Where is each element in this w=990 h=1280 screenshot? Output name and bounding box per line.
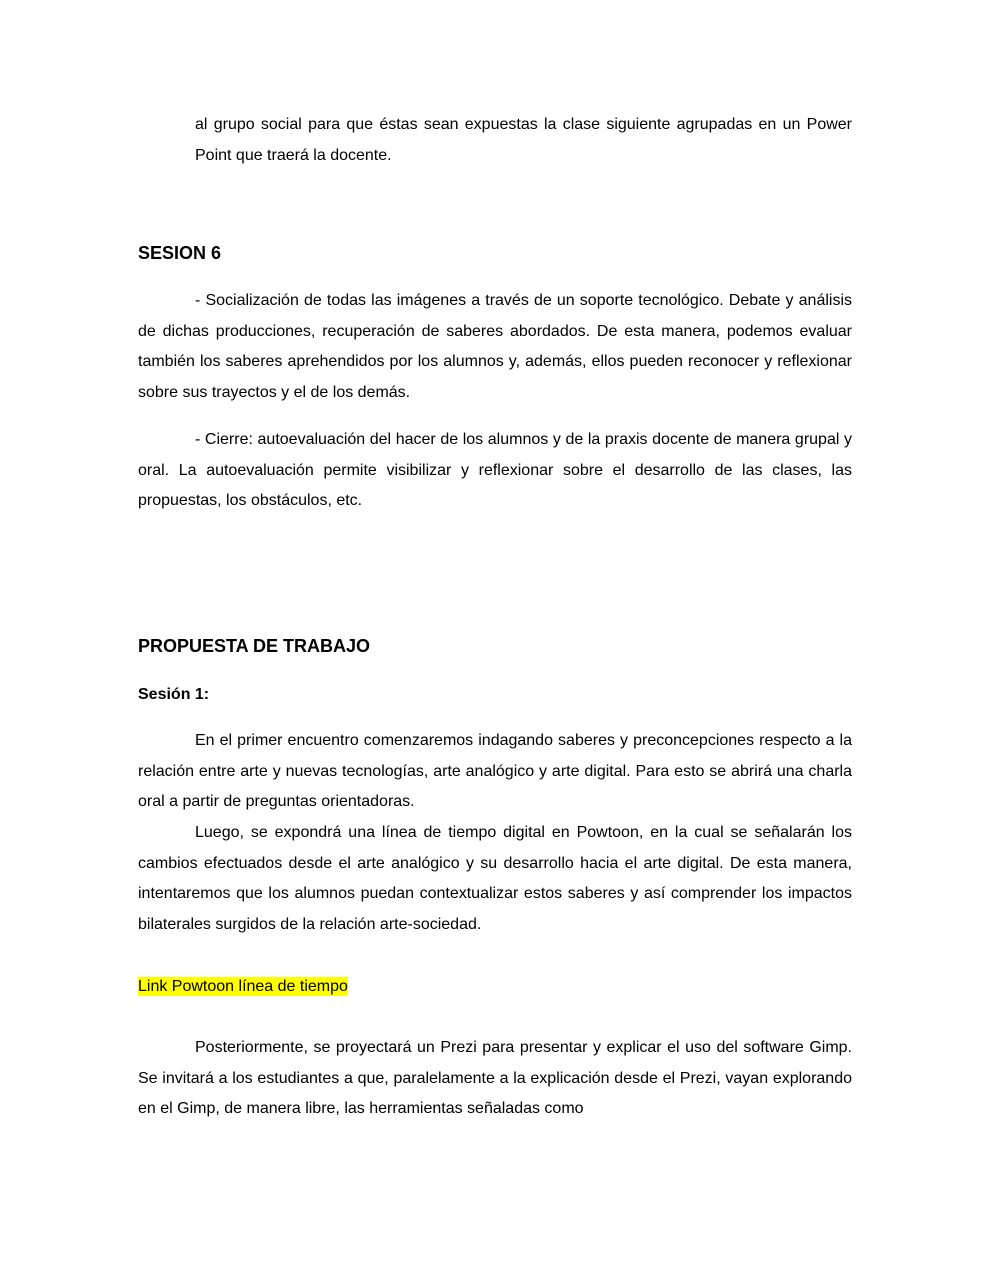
propuesta-paragraph-2-block <box>138 818 852 940</box>
powtoon-link[interactable]: Link Powtoon línea de tiempo <box>138 978 348 995</box>
sesion6-paragraph-2: - Cierre: autoevaluación del hacer de los alumnos y de la praxis docente de manera grupal y oral. La autoevaluación permite visibilizar y reflexionar sobre el desarrollo de las clases, las propuestas, los obstáculos, etc. <box>138 431 852 510</box>
propuesta-heading: PROPUESTA DE TRABAJO <box>138 636 371 656</box>
final-paragraph-block <box>138 1033 852 1125</box>
powtoon-link-block <box>138 975 852 999</box>
continuation-paragraph: al grupo social para que éstas sean expuestas la clase siguiente agrupadas en un Power Point que traerá la docente. <box>195 116 852 164</box>
continuation-block <box>138 110 852 171</box>
propuesta-heading-block <box>138 634 852 658</box>
sesion6-heading-block <box>138 241 852 265</box>
final-paragraph: Posteriormente, se proyectará un Prezi para presentar y explicar el uso del software Gimp. Se invitará a los estudiantes a que, paralelamente a la explicación desde el Prezi, vayan explorando en el Gimp, de manera libre, las herramientas señaladas como <box>138 1039 852 1118</box>
sesion6-paragraph-1-block <box>138 286 852 408</box>
session1-heading-block <box>138 683 852 707</box>
propuesta-paragraph-2: Luego, se expondrá una línea de tiempo digital en Powtoon, en la cual se señalarán los cambios efectuados desde el arte analógico y su desarrollo hacia el arte digital. De esta manera, intentaremos que los alumnos puedan contextualizar estos saberes y así comprender los impactos bilaterales surgidos de la relación arte-sociedad. <box>138 824 852 933</box>
propuesta-paragraph-1-block <box>138 726 852 818</box>
session1-heading: Sesión 1: <box>138 686 210 703</box>
sesion6-paragraph-2-block <box>138 425 852 517</box>
sesion6-paragraph-1: - Socialización de todas las imágenes a través de un soporte tecnológico. Debate y análisis de dichas producciones, recuperación de saberes abordados. De esta manera, podemos evaluar también los saberes aprehendidos por los alumnos y, además, ellos pueden reconocer y reflexionar sobre sus trayectos y el de los demás. <box>138 292 852 401</box>
sesion6-heading: SESION 6 <box>138 243 222 263</box>
powtoon-link-line <box>138 975 852 999</box>
document-page <box>138 0 852 1280</box>
propuesta-paragraph-1: En el primer encuentro comenzaremos indagando saberes y preconcepciones respecto a la relación entre arte y nuevas tecnologías, arte analógico y arte digital. Para esto se abrirá una charla oral a partir de preguntas orientadoras. <box>138 732 852 811</box>
